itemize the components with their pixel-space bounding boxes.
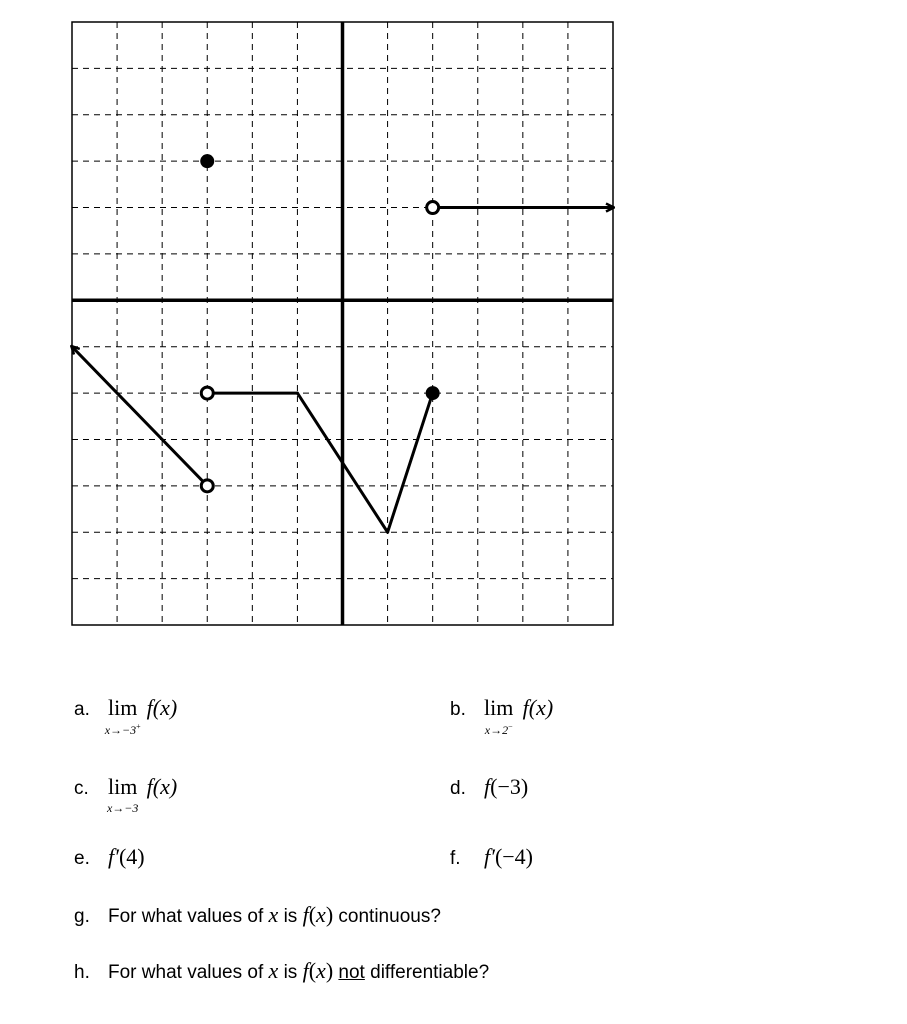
curve-segment bbox=[388, 393, 433, 532]
question-f-func: f′ bbox=[484, 844, 495, 869]
question-b bbox=[450, 695, 554, 737]
question-d-arg: (−3) bbox=[490, 774, 529, 799]
open-point bbox=[201, 480, 213, 492]
question-g-letter: g. bbox=[74, 906, 90, 927]
axes bbox=[72, 22, 613, 625]
limit-b bbox=[484, 695, 514, 737]
question-d-func: f bbox=[484, 774, 491, 799]
limit-a-approach: x→−3 bbox=[104, 723, 137, 737]
question-e-letter: e. bbox=[74, 848, 90, 869]
question-g-func: f bbox=[302, 902, 309, 927]
question-h-func-var: x bbox=[316, 958, 326, 983]
question-b-expr: f(x) bbox=[522, 695, 554, 720]
question-h-text-1: For what values of bbox=[108, 962, 264, 983]
question-h-text-2: is bbox=[283, 962, 298, 983]
limit-c-subscript: x→−3 bbox=[106, 801, 139, 815]
open-point bbox=[201, 387, 213, 399]
question-f-arg: (−4) bbox=[494, 844, 533, 869]
question-a-expr: f(x) bbox=[146, 695, 178, 720]
question-a-letter: a. bbox=[74, 699, 90, 720]
question-g-var: x bbox=[268, 902, 279, 927]
open-point bbox=[427, 202, 439, 214]
question-h-letter: h. bbox=[74, 962, 90, 983]
question-g-func-arg: (x) bbox=[308, 902, 334, 927]
question-a bbox=[74, 695, 178, 737]
lim-word-b: lim bbox=[484, 695, 514, 720]
question-c bbox=[74, 774, 178, 815]
limit-c bbox=[106, 774, 139, 815]
question-g-text-2: is bbox=[283, 906, 298, 927]
question-f bbox=[450, 846, 533, 868]
lim-word-a: lim bbox=[108, 695, 138, 720]
question-h-func: f bbox=[302, 958, 309, 983]
limit-b-subscript bbox=[485, 723, 513, 736]
question-e-arg: (4) bbox=[118, 844, 145, 869]
question-h-func-arg: (x) bbox=[308, 958, 334, 983]
question-g-func-var: x bbox=[316, 902, 326, 927]
limit-a-subscript bbox=[105, 723, 141, 736]
closed-point bbox=[426, 386, 440, 400]
question-d bbox=[450, 776, 528, 798]
question-g bbox=[74, 904, 441, 926]
function-points bbox=[200, 154, 439, 492]
limit-b-side: − bbox=[508, 722, 513, 731]
question-h bbox=[74, 960, 489, 982]
question-g-text-1: For what values of bbox=[108, 906, 264, 927]
lim-word-c: lim bbox=[108, 774, 138, 799]
question-g-text-3: continuous? bbox=[338, 906, 441, 927]
question-c-letter: c. bbox=[74, 778, 89, 799]
question-c-expr: f(x) bbox=[146, 774, 178, 799]
question-e-func: f′ bbox=[108, 844, 119, 869]
question-e bbox=[74, 846, 145, 868]
limit-a bbox=[104, 695, 141, 737]
closed-point bbox=[200, 154, 214, 168]
question-h-var: x bbox=[268, 958, 279, 983]
question-d-letter: d. bbox=[450, 778, 466, 799]
question-h-not: not bbox=[338, 962, 365, 983]
limit-a-side: + bbox=[136, 722, 141, 731]
question-f-letter: f. bbox=[450, 848, 461, 869]
question-h-text-3: differentiable? bbox=[370, 962, 490, 983]
curve-segment bbox=[72, 347, 207, 486]
limit-b-approach: x→2 bbox=[484, 723, 509, 737]
question-b-letter: b. bbox=[450, 699, 466, 720]
